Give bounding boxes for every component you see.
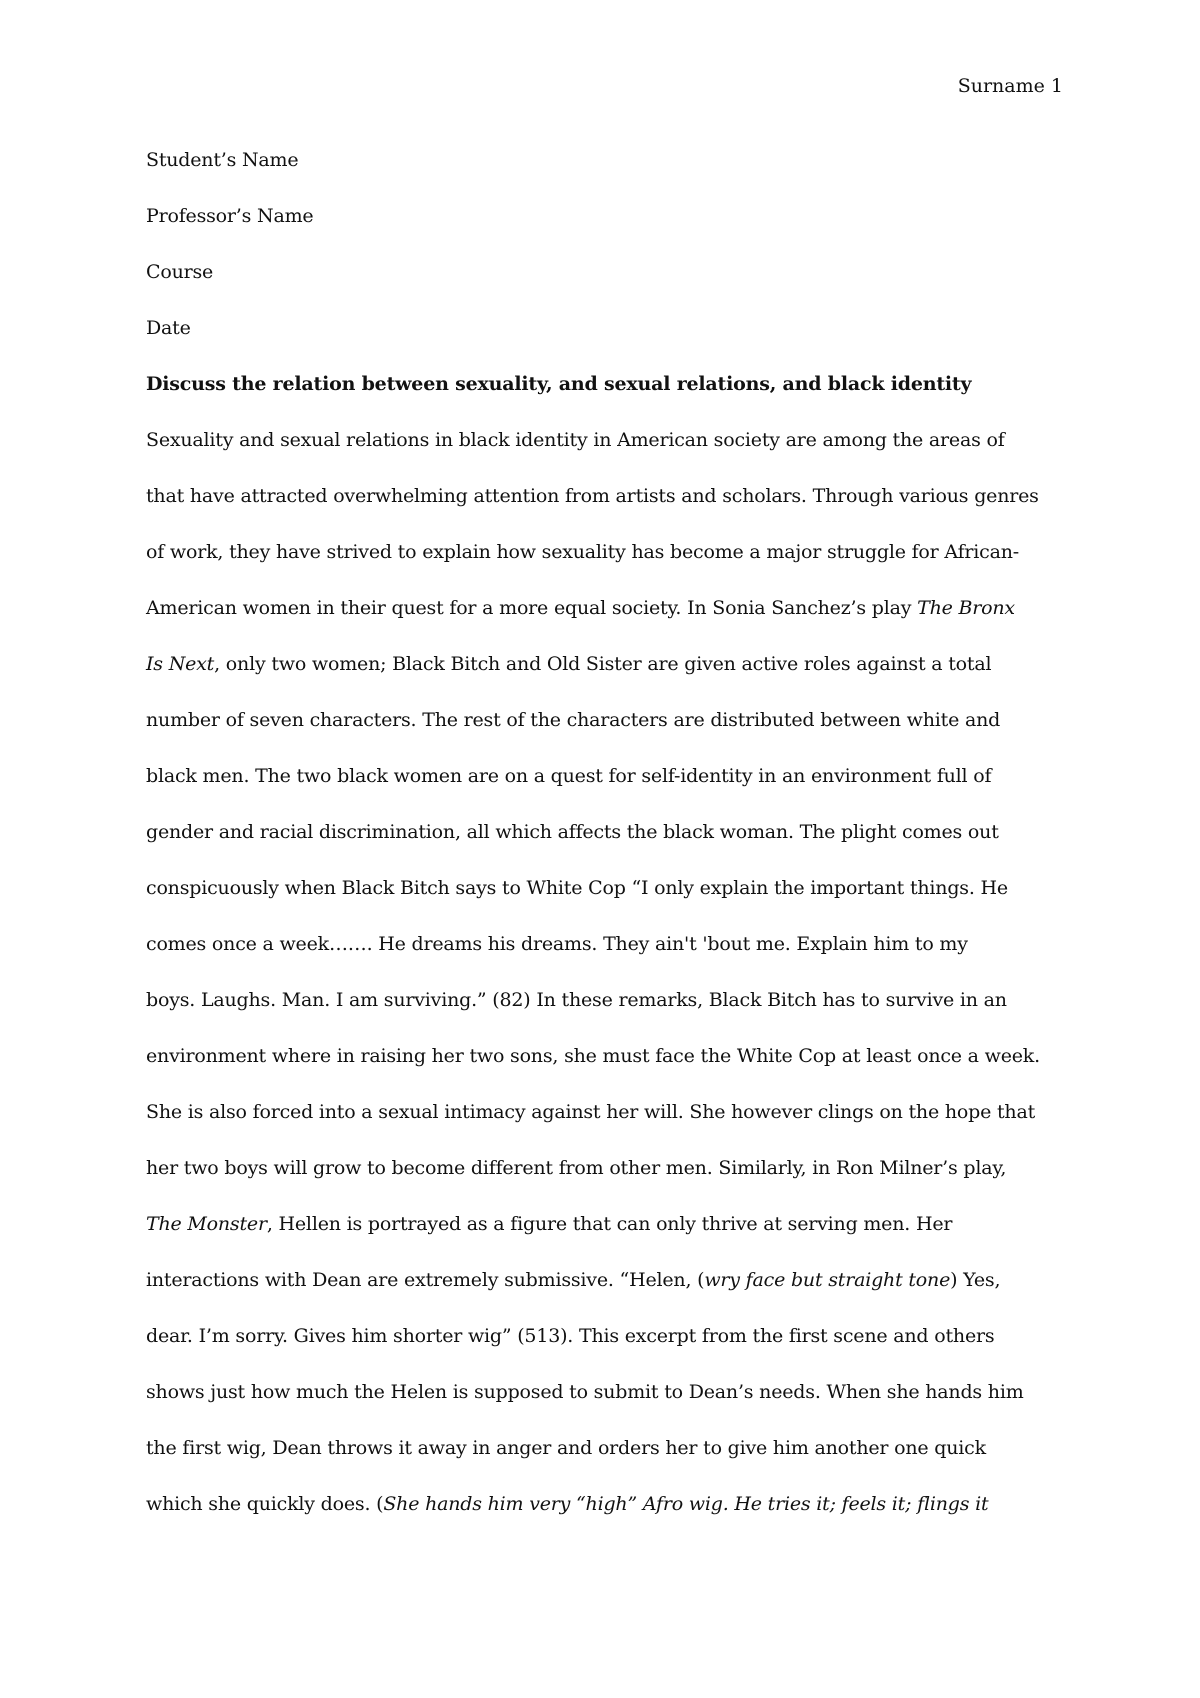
body-line: Sexuality and sexual relations in black identity in American society are among the areas of [146,429,1005,451]
stage-direction: She hands him very “high” Afro wig. He tries it; feels it; flings it [383,1493,989,1515]
body-line: number of seven characters. The rest of the characters are distributed between white and [146,709,1001,731]
body-line: environment where in raising her two sons, she must face the White Cop at least once a week. [146,1045,1040,1067]
body-text: , Hellen is portrayed as a figure that can only thrive at serving men. Her [266,1213,953,1235]
student-name: Student’s Name [146,149,299,171]
body-line [146,1210,952,1238]
body-line [146,650,991,678]
body-text: ) Yes, [950,1269,1001,1291]
body-line: the first wig, Dean throws it away in anger and orders her to give him another one quick [146,1437,986,1459]
body-line: that have attracted overwhelming attention from artists and scholars. Through various genres [146,485,1039,507]
body-text: American women in their quest for a more equal society. In Sonia Sanchez’s play [146,597,918,619]
body-line: of work, they have strived to explain how sexuality has become a major struggle for African- [146,541,1019,563]
body-text: which she quickly does. ( [146,1493,384,1515]
play-title: Is Next [146,653,215,675]
body-line: boys. Laughs. Man. I am surviving.” (82) In these remarks, Black Bitch has to survive in an [146,989,1007,1011]
running-head: Surname 1 [957,75,1063,97]
body-line [146,1266,1000,1294]
play-title: The Bronx [917,597,1015,619]
body-line: She is also forced into a sexual intimacy against her will. She however clings on the hope that [146,1101,1036,1123]
professor-name: Professor’s Name [146,205,314,227]
body-line: gender and racial discrimination, all which affects the black woman. The plight comes out [146,821,999,843]
body-line: comes once a week……. He dreams his dreams. They ain't 'bout me. Explain him to my [146,933,968,955]
body-text: , only two women; Black Bitch and Old Sister are given active roles against a total [214,653,992,675]
stage-direction: wry face but straight tone [704,1269,951,1291]
body-line: black men. The two black women are on a quest for self-identity in an environment full of [146,765,992,787]
body-line: dear. I’m sorry. Gives him shorter wig” (513). This excerpt from the first scene and others [146,1325,995,1347]
body-text: interactions with Dean are extremely submissive. “Helen, ( [146,1269,705,1291]
body-line [146,594,1015,622]
body-line: conspicuously when Black Bitch says to White Cop “I only explain the important things. He [146,877,1008,899]
body-line [146,1490,988,1518]
date: Date [146,317,191,339]
body-line: shows just how much the Helen is supposed to submit to Dean’s needs. When she hands him [146,1381,1024,1403]
essay-title: Discuss the relation between sexuality, and sexual relations, and black identity [146,373,972,395]
body-line: her two boys will grow to become different from other men. Similarly, in Ron Milner’s play, [146,1157,1007,1179]
course: Course [146,261,214,283]
play-title: The Monster [146,1213,267,1235]
